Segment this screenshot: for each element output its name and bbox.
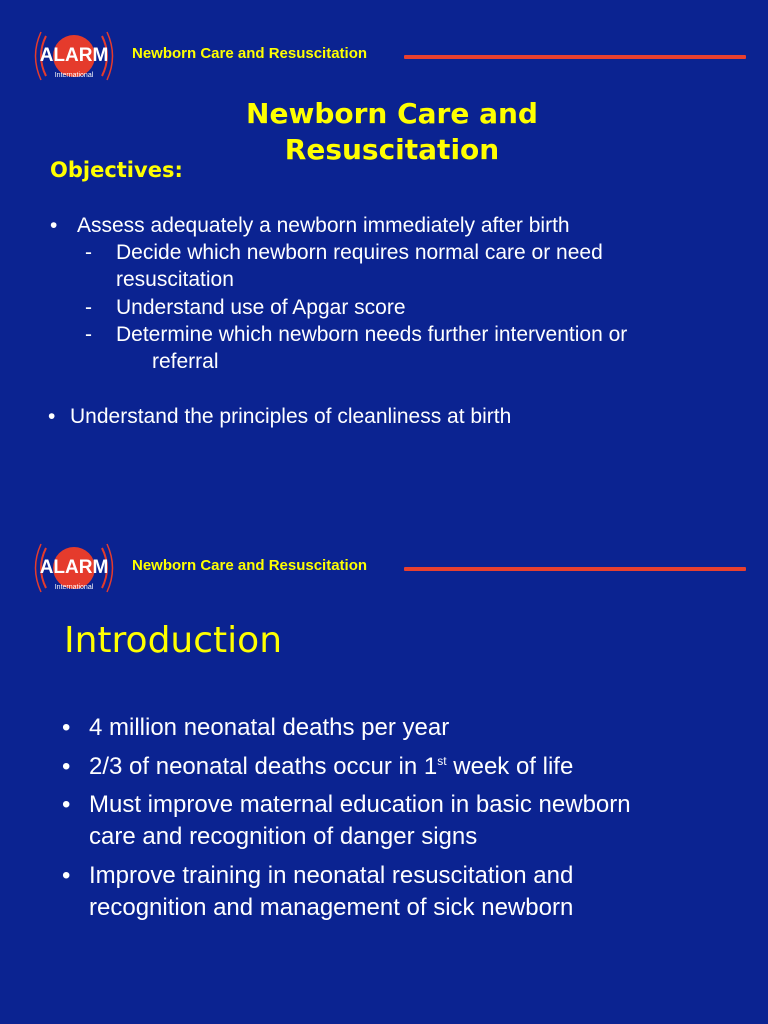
logo-text: ALARM	[39, 45, 109, 66]
intro-bullet-1: 4 million neonatal deaths per year	[89, 714, 450, 741]
header-divider	[404, 567, 746, 571]
sub-item-3-line-2: referral	[152, 350, 219, 373]
bullet-dot: •	[62, 862, 71, 889]
alarm-logo	[34, 28, 114, 84]
intro-bullet-4-line-2: recognition and management of sick newborn	[89, 894, 574, 921]
intro-bullet-3-line-1: Must improve maternal education in basic newborn	[89, 791, 631, 818]
header-title: Newborn Care and Resuscitation	[132, 45, 368, 62]
intro-bullet-2-text: 2/3 of neonatal deaths occur in 1	[89, 753, 438, 780]
dash-marker: -	[85, 296, 92, 319]
dash-marker: -	[85, 241, 92, 264]
intro-bullet-2-tail: week of life	[446, 753, 574, 780]
alarm-logo	[34, 540, 114, 596]
header-title: Newborn Care and Resuscitation	[132, 557, 368, 574]
sub-item-3-line-1: Determine which newborn needs further intervention or	[116, 323, 628, 346]
objectives-label: Objectives:	[50, 158, 183, 182]
intro-bullet-3-line-2: care and recognition of danger signs	[89, 823, 478, 850]
intro-bullet-2	[89, 751, 573, 783]
bullet-dot: •	[62, 791, 71, 818]
bullet-dot: •	[62, 714, 71, 741]
slide-title: Introduction	[64, 620, 283, 661]
sub-item-1-line-2: resuscitation	[116, 268, 234, 291]
objective-bullet-2: Understand the principles of cleanliness at birth	[70, 405, 512, 428]
slide-title-line-2: Resuscitation	[284, 133, 500, 166]
slide-2	[0, 512, 768, 1024]
bullet-dot: •	[48, 405, 56, 428]
logo-subtext: International	[54, 72, 94, 79]
sub-item-2: Understand use of Apgar score	[116, 296, 406, 319]
dash-marker: -	[85, 323, 92, 346]
logo-text: ALARM	[39, 557, 109, 578]
bullet-dot: •	[62, 753, 71, 780]
header-divider	[404, 55, 746, 59]
slide-title-line-1: Newborn Care and	[246, 97, 538, 130]
objective-bullet-1: Assess adequately a newborn immediately after birth	[77, 214, 570, 237]
logo-subtext: International	[54, 584, 94, 591]
sub-item-1-line-1: Decide which newborn requires normal care or need	[116, 241, 603, 264]
ordinal-suffix: st	[437, 754, 447, 768]
slide-title	[192, 96, 592, 168]
intro-bullet-4-line-1: Improve training in neonatal resuscitation and	[89, 862, 574, 889]
bullet-dot: •	[50, 214, 58, 237]
